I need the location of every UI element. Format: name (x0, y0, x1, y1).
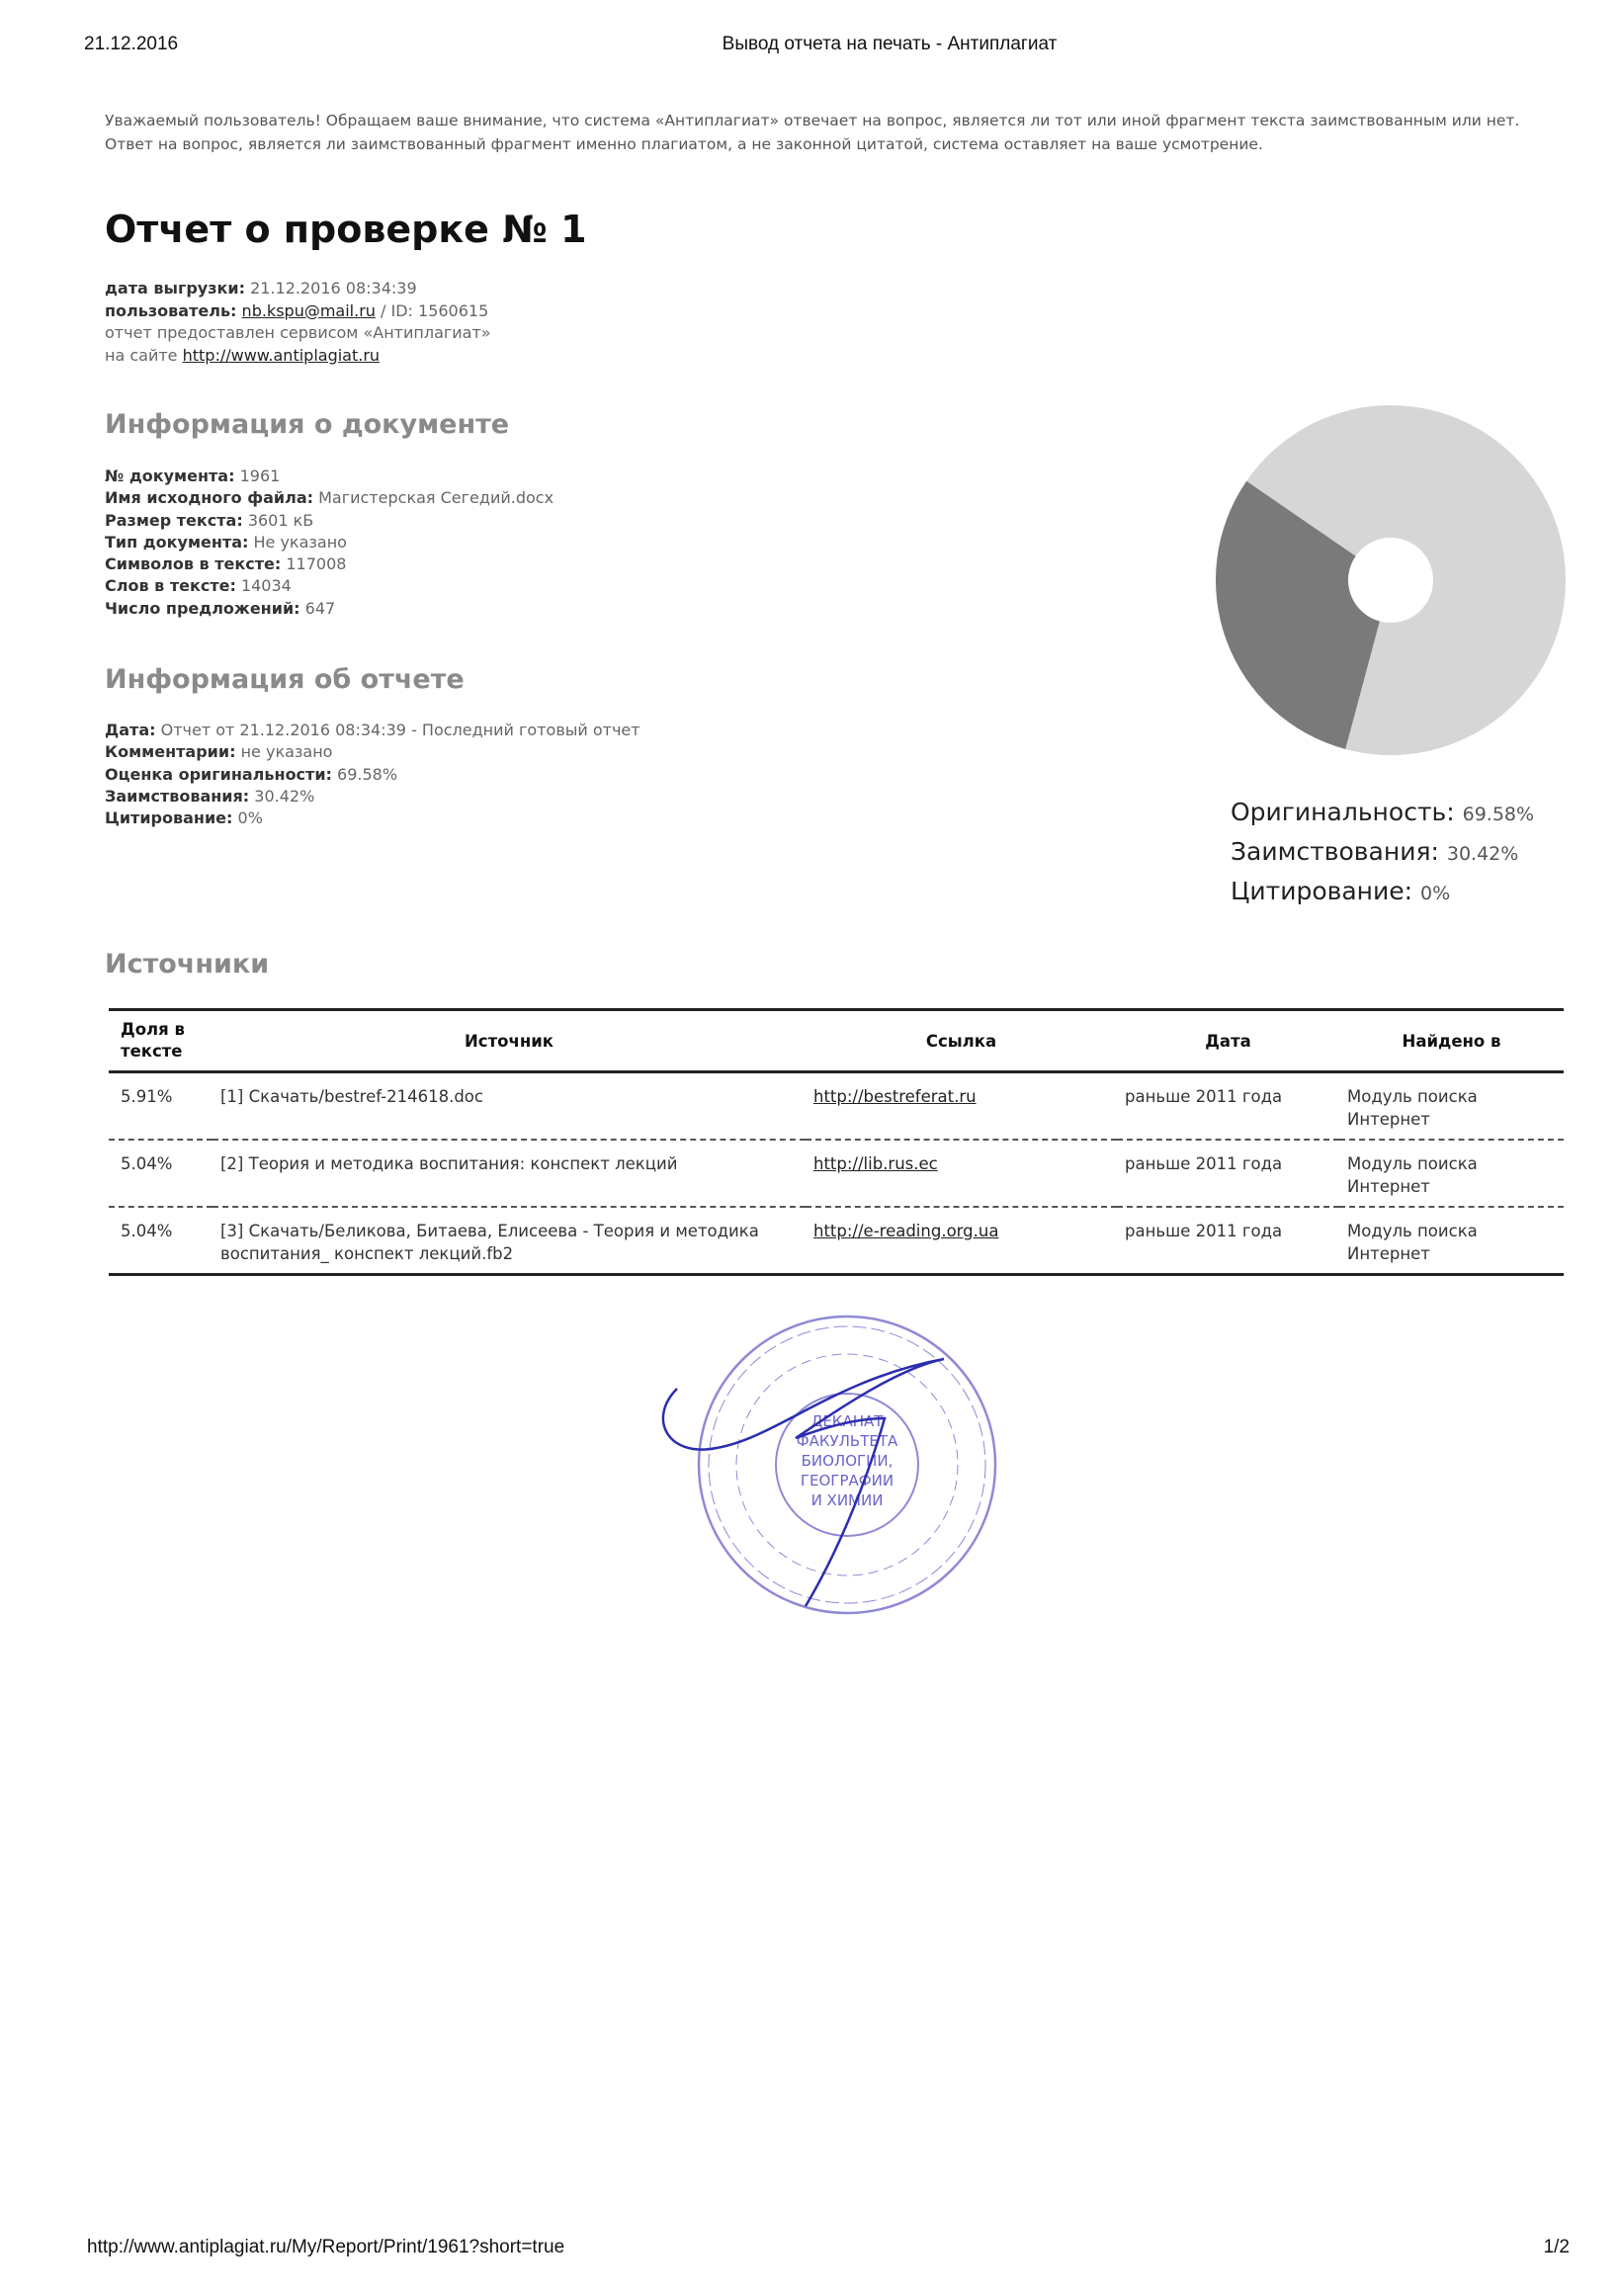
info-value: 69.58% (337, 764, 398, 784)
source-link[interactable]: http://e-reading.org.ua (813, 1222, 999, 1240)
report-info-heading: Информация об отчете (105, 664, 465, 695)
col-link: Ссылка (806, 1008, 1117, 1073)
source-cell: [1] Скачать/bestref-214618.doc (213, 1073, 806, 1141)
share-cell: 5.04% (109, 1208, 213, 1276)
share-cell: 5.91% (109, 1073, 213, 1141)
info-value: Магистерская Сегедий.docx (318, 488, 554, 508)
found-cell: Модуль поиска Интернет (1339, 1208, 1564, 1276)
info-value: 647 (304, 598, 336, 618)
legend-label: Цитирование: (1231, 877, 1413, 905)
legend-label: Заимствования: (1231, 837, 1439, 866)
legend-item (1231, 794, 1534, 833)
notice-text: Уважаемый пользователь! Обращаем ваше внимание, что система «Антиплагиат» отвечает на вопрос, является ли тот или иной фрагмент текста заимствованным или нет. Ответ на вопрос, является ли заимствованный фрагмент именно плагиатом, а не законной цитатой, система оставляет на ваше усмотрение. (105, 112, 1520, 153)
info-value: 117008 (286, 554, 347, 574)
info-row (105, 720, 640, 741)
print-title: Вывод отчета на печать - Антиплагиат (722, 34, 1058, 54)
info-label: Имя исходного файла: (105, 488, 314, 508)
info-row (105, 741, 640, 763)
site-label: на сайте (105, 345, 178, 365)
info-row (105, 487, 554, 509)
user-email-link[interactable]: nb.kspu@mail.ru (241, 300, 376, 320)
doc-info-heading: Информация о документе (105, 409, 510, 440)
info-label: Символов в тексте: (105, 554, 282, 574)
col-date: Дата (1117, 1008, 1339, 1073)
info-row (105, 786, 640, 808)
footer-url: http://www.antiplagiat.ru/My/Report/Print/1961?short=true (87, 2237, 565, 2257)
user-id: / ID: 1560615 (381, 300, 489, 320)
sources-table (109, 1008, 1564, 1276)
info-row (105, 575, 554, 597)
meta-label: пользователь: (105, 300, 237, 320)
print-date: 21.12.2016 (84, 34, 179, 54)
date-cell: раньше 2011 года (1117, 1073, 1339, 1141)
info-label: Число предложений: (105, 598, 300, 618)
legend-value: 0% (1420, 883, 1451, 904)
legend-value: 30.42% (1446, 843, 1519, 865)
report-meta (105, 278, 491, 367)
info-row (105, 532, 554, 553)
info-value: Отчет от 21.12.2016 08:34:39 - Последний готовый отчет (160, 721, 640, 739)
info-value: 14034 (240, 576, 292, 596)
date-cell: раньше 2011 года (1117, 1141, 1339, 1208)
legend-item (1231, 833, 1534, 873)
stamp-line: ДЕКАНАТ (810, 1412, 884, 1430)
info-label: Заимствования: (105, 786, 250, 806)
info-label: № документа: (105, 467, 235, 485)
info-label: Цитирование: (105, 808, 233, 828)
official-stamp (657, 1310, 1043, 1626)
info-label: Оценка оригинальности: (105, 764, 332, 784)
source-link[interactable]: http://lib.rus.ec (813, 1154, 938, 1173)
info-value: не указано (240, 742, 333, 762)
info-label: Размер текста: (105, 510, 243, 530)
page-title: Отчет о проверке № 1 (105, 208, 587, 251)
info-value: Не указано (253, 532, 347, 552)
info-row (105, 466, 554, 487)
chart-legend (1231, 794, 1534, 912)
info-value: 30.42% (254, 786, 315, 806)
info-value: 3601 кБ (247, 510, 314, 530)
col-source: Источник (213, 1008, 806, 1073)
source-cell: [3] Скачать/Беликова, Битаева, Елисеева - Теория и методика воспитания_ конспект лекций.fb2 (213, 1208, 806, 1276)
stamp-line: ФАКУЛЬТЕТА (796, 1432, 898, 1450)
info-value: 1961 (239, 467, 281, 485)
info-row (105, 764, 640, 786)
page-number: 1/2 (1543, 2237, 1570, 2257)
doc-info-list (105, 466, 554, 620)
table-row (109, 1073, 1564, 1141)
info-value: 0% (237, 808, 263, 828)
info-label: Слов в тексте: (105, 576, 236, 596)
table-row (109, 1208, 1564, 1276)
originality-pie-chart (1206, 400, 1581, 766)
stamp-line: БИОЛОГИИ, (801, 1452, 894, 1470)
found-cell: Модуль поиска Интернет (1339, 1073, 1564, 1141)
site-link[interactable]: http://www.antiplagiat.ru (182, 345, 381, 365)
meta-label: дата выгрузки: (105, 279, 245, 298)
stamp-line: И ХИМИИ (810, 1491, 884, 1509)
info-row (105, 553, 554, 575)
info-label: Комментарии: (105, 742, 236, 762)
provided-text: отчет предоставлен сервисом «Антиплагиат» (105, 323, 491, 342)
found-cell: Модуль поиска Интернет (1339, 1141, 1564, 1208)
col-share: Доля в тексте (109, 1008, 213, 1073)
date-cell: раньше 2011 года (1117, 1208, 1339, 1276)
stamp-line: ГЕОГРАФИИ (800, 1472, 895, 1489)
info-row (105, 808, 640, 829)
col-found: Найдено в (1339, 1008, 1564, 1073)
info-label: Тип документа: (105, 532, 249, 552)
info-label: Дата: (105, 721, 156, 739)
legend-value: 69.58% (1462, 804, 1535, 825)
legend-item (1231, 873, 1534, 912)
meta-value: 21.12.2016 08:34:39 (250, 279, 417, 298)
legend-label: Оригинальность: (1231, 798, 1455, 826)
source-link[interactable]: http://bestreferat.ru (813, 1087, 977, 1106)
table-row (109, 1141, 1564, 1208)
share-cell: 5.04% (109, 1141, 213, 1208)
info-row (105, 510, 554, 532)
sources-heading: Источники (105, 949, 270, 979)
report-info-list (105, 720, 640, 829)
source-cell: [2] Теория и методика воспитания: конспект лекций (213, 1141, 806, 1208)
info-row (105, 598, 554, 620)
